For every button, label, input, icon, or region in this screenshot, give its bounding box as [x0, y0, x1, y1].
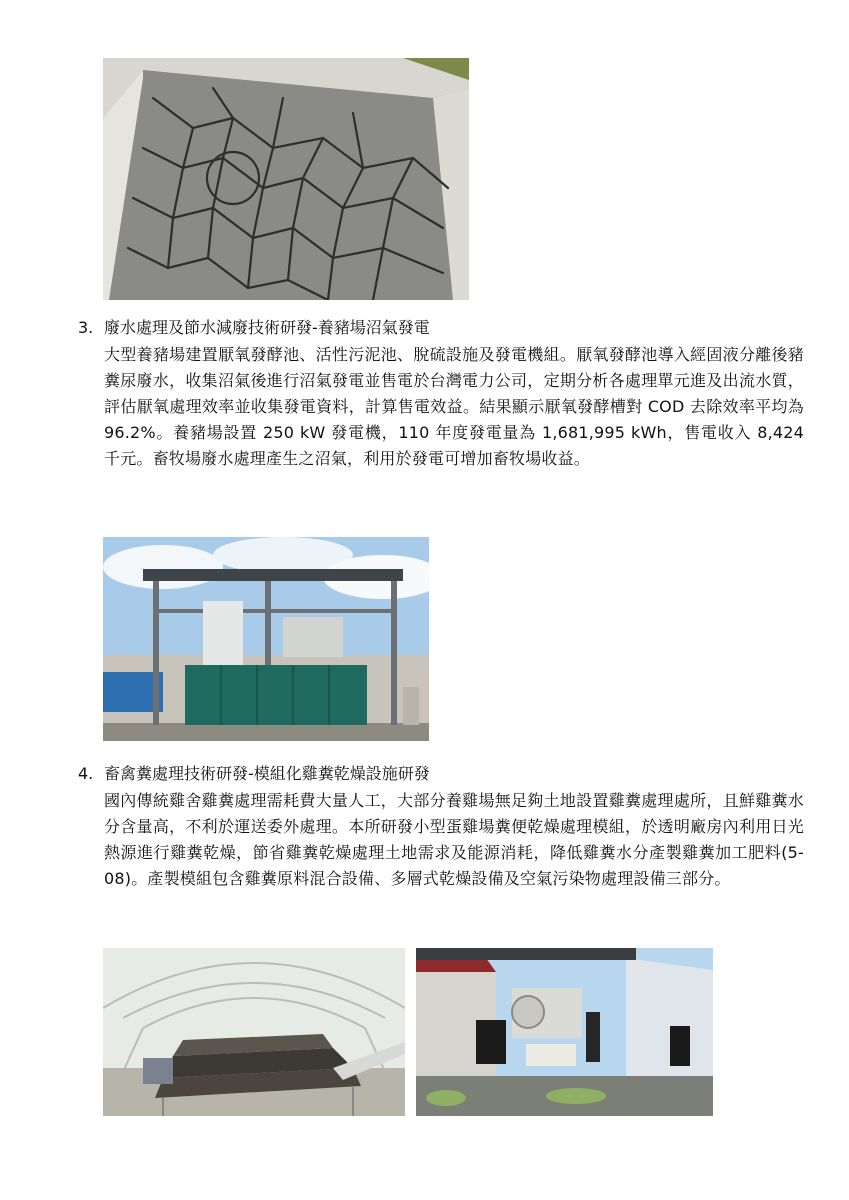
- section-heading: [78, 316, 430, 340]
- section-number: 4.: [78, 764, 94, 783]
- section-paragraph: 國內傳統雞舍雞糞處理需耗費大量人工，大部分養雞場無足夠土地設置雞糞處理處所，且鮮雞糞水分含量高，不利於運送委外處理。本所研發小型蛋雞場糞便乾燥處理模組，於透明廠房內利用日光熱源進行雞糞乾燥，節省雞糞乾燥處理土地需求及能源消耗，降低雞糞水分產製雞糞加工肥料(5-08)。產製模組包含雞糞原料混合設備、多層式乾燥設備及空氣污染物處理設備三部分。: [104, 791, 804, 888]
- cracked-sludge-photo: [103, 58, 469, 300]
- section-number: 3.: [78, 318, 94, 337]
- section-paragraph: 大型養豬場建置厭氧發酵池、活性污泥池、脫硫設施及發電機組。厭氧發酵池導入經固液分離後豬糞尿廢水，收集沼氣後進行沼氣發電並售電於台灣電力公司，定期分析各處理單元進及出流水質，評估厭氧處理效率並收集發電資料，計算售電效益。結果顯示厭氧發酵槽對 COD 去除效率平均為 96.2%。養豬場設置 250 kW 發電機，110 年度發電量為 1,681,995 kWh，售電收入 8,424 千元。畜牧場廢水處理產生之沼氣，利用於發電可增加畜牧場收益。: [104, 345, 804, 468]
- air-treatment-photo: [416, 948, 713, 1116]
- drying-greenhouse-photo: [103, 948, 405, 1116]
- section-title: 畜禽糞處理技術研發-模組化雞糞乾燥設施研發: [104, 764, 430, 783]
- section-title: 廢水處理及節水減廢技術研發-養豬場沼氣發電: [104, 318, 430, 337]
- biogas-generator-photo: [103, 537, 429, 741]
- section-heading: [78, 762, 430, 786]
